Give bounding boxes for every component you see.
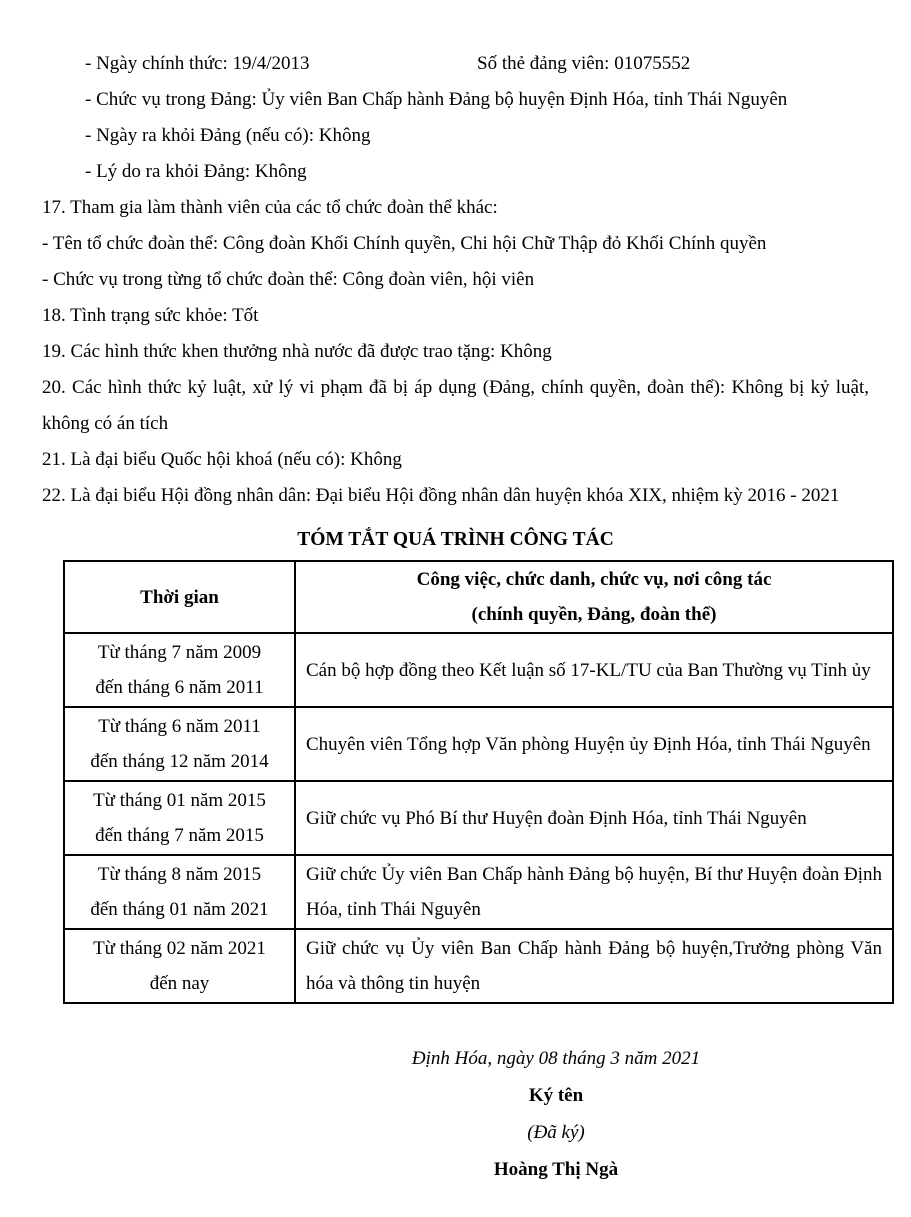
- table-row: [64, 781, 893, 855]
- row-job-cell: Cán bộ hợp đồng theo Kết luận số 17-KL/TU của Ban Thường vụ Tỉnh ủy: [295, 633, 893, 707]
- time-to: đến tháng 7 năm 2015: [95, 825, 264, 846]
- time-from: Từ tháng 6 năm 2011: [98, 716, 261, 737]
- item-18-health: 18. Tình trạng sức khỏe: Tốt: [42, 305, 259, 326]
- item-17-organization: - Tên tổ chức đoàn thể: Công đoàn Khối Chính quyền, Chi hội Chữ Thập đỏ Khối Chính quyền: [42, 233, 767, 254]
- item-17-role: - Chức vụ trong từng tổ chức đoàn thể: Công đoàn viên, hội viên: [42, 269, 535, 290]
- row-job-cell: Giữ chức vụ Phó Bí thư Huyện đoàn Định Hóa, tỉnh Thái Nguyên: [295, 781, 893, 855]
- time-from: Từ tháng 8 năm 2015: [97, 864, 262, 885]
- table-row: [64, 929, 893, 1003]
- table-row: [64, 855, 893, 929]
- header-time-column: Thời gian: [64, 561, 295, 633]
- row-time-cell: [64, 707, 295, 781]
- time-from: Từ tháng 02 năm 2021: [93, 938, 266, 959]
- item-20-discipline: 20. Các hình thức kỷ luật, xử lý vi phạm đã bị áp dụng (Đảng, chính quyền, đoàn thể): Không bị kỷ luật, không có án tích: [42, 377, 869, 434]
- row-job-cell: Giữ chức vụ Ủy viên Ban Chấp hành Đảng bộ huyện,Trưởng phòng Văn hóa và thông tin huyện: [295, 929, 893, 1003]
- table-row: [64, 633, 893, 707]
- item-19-awards: 19. Các hình thức khen thưởng nhà nước đã được trao tặng: Không: [42, 341, 552, 362]
- table-header-row: [64, 561, 893, 633]
- header-job-line1: Công việc, chức danh, chức vụ, nơi công tác: [416, 569, 772, 590]
- header-job-column: [295, 561, 893, 633]
- header-job-line2: (chính quyền, Đảng, đoàn thể): [471, 604, 717, 625]
- party-leave-date-line: - Ngày ra khỏi Đảng (nếu có): Không: [85, 125, 371, 146]
- signature-place-date: Định Hóa, ngày 08 tháng 3 năm 2021: [411, 1048, 701, 1069]
- signature-label: Ký tên: [528, 1085, 584, 1106]
- row-time-cell: [64, 781, 295, 855]
- time-to: đến nay: [149, 973, 210, 994]
- party-position-line: - Chức vụ trong Đảng: Ủy viên Ban Chấp hành Đảng bộ huyện Định Hóa, tỉnh Thái Nguyên: [85, 89, 788, 110]
- official-date-text: - Ngày chính thức: 19/4/2013: [85, 53, 310, 74]
- time-to: đến tháng 01 năm 2021: [90, 899, 269, 920]
- party-card-number: Số thẻ đảng viên: 01075552: [477, 53, 691, 74]
- work-history-title: TÓM TẮT QUÁ TRÌNH CÔNG TÁC: [297, 529, 614, 550]
- item-21-national-assembly: 21. Là đại biểu Quốc hội khoá (nếu có): Không: [42, 449, 402, 470]
- time-from: Từ tháng 01 năm 2015: [93, 790, 266, 811]
- signer-name: Hoàng Thị Ngà: [493, 1159, 619, 1180]
- signature-block: [306, 1040, 806, 1188]
- item-22-peoples-council: 22. Là đại biểu Hội đồng nhân dân: Đại biểu Hội đồng nhân dân huyện khóa XIX, nhiệm kỳ 2016 - 2021: [42, 485, 840, 506]
- row-job-cell: Giữ chức Ủy viên Ban Chấp hành Đảng bộ huyện, Bí thư Huyện đoàn Định Hóa, tỉnh Thái Nguyên: [295, 855, 893, 929]
- time-from: Từ tháng 7 năm 2009: [97, 642, 262, 663]
- item-17-heading: 17. Tham gia làm thành viên của các tổ chức đoàn thể khác:: [42, 197, 498, 218]
- time-to: đến tháng 12 năm 2014: [90, 751, 269, 772]
- table-row: [64, 707, 893, 781]
- row-job-cell: Chuyên viên Tổng hợp Văn phòng Huyện ủy Định Hóa, tỉnh Thái Nguyên: [295, 707, 893, 781]
- work-history-table: [63, 560, 894, 1004]
- official-date-line: [42, 46, 869, 82]
- row-time-cell: [64, 855, 295, 929]
- time-to: đến tháng 6 năm 2011: [95, 677, 264, 698]
- party-leave-reason-line: - Lý do ra khỏi Đảng: Không: [85, 161, 307, 182]
- row-time-cell: [64, 929, 295, 1003]
- row-time-cell: [64, 633, 295, 707]
- signed-note: (Đã ký): [527, 1122, 585, 1143]
